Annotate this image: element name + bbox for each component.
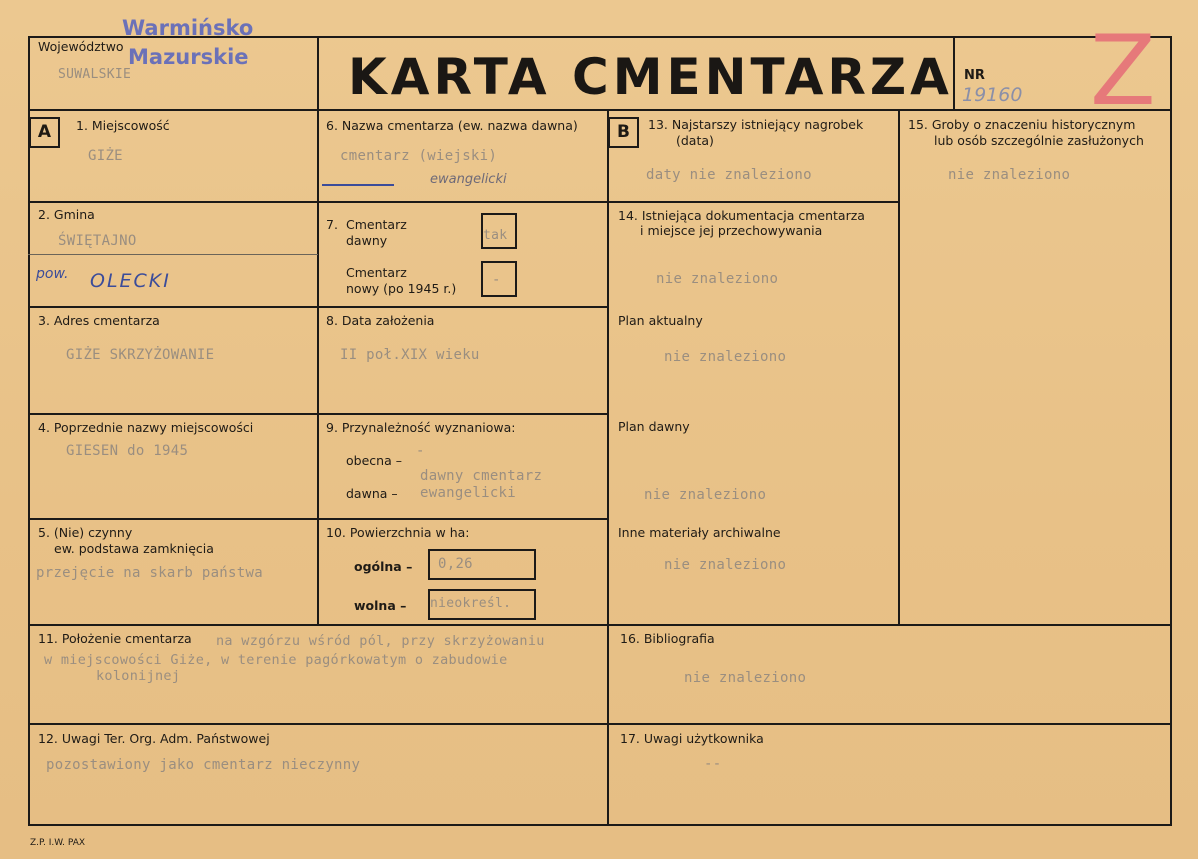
plan-old-label: Plan dawny: [618, 419, 690, 434]
row-line-c1-3: [28, 413, 318, 415]
field-15-label-line1: 15. Groby o znaczeniu historycznym: [908, 117, 1136, 132]
field-5-label-line2: ew. podstawa zamknięcia: [54, 541, 214, 556]
field-2-label: 2. Gmina: [38, 207, 95, 222]
field-16-label: 16. Bibliografia: [620, 631, 715, 646]
field-15-label-line2: lub osób szczególnie zasłużonych: [934, 133, 1144, 148]
row-line-lower-2: [28, 723, 1172, 725]
field-10-total-label: ogólna –: [354, 559, 413, 574]
field-11-value-3: kolonijnej: [96, 668, 181, 684]
row-line-c2-1: [317, 201, 608, 203]
field-14-value: nie znaleziono: [656, 271, 779, 287]
field-9-current-value: -: [416, 443, 425, 459]
plan-current-label: Plan aktualny: [618, 313, 703, 328]
field-6-value: cmentarz (wiejski): [340, 148, 498, 164]
field-7-old-line1: Cmentarz: [346, 217, 407, 232]
field-7-new-value: -: [492, 272, 501, 288]
field-2-powiat-value: OLECKI: [90, 270, 171, 292]
field-14-label-line1: 14. Istniejąca dokumentacja cmentarza: [618, 208, 865, 223]
voivodeship-value: SUWALSKIE: [58, 67, 132, 82]
field-4-value: GIESEN do 1945: [66, 443, 189, 459]
field-5-label-line1: 5. (Nie) czynny: [38, 525, 133, 540]
printer-mark: Z.P. I.W. PAX: [30, 838, 86, 848]
field-7-new-line1: Cmentarz: [346, 265, 407, 280]
row-line-c1-4: [28, 518, 318, 520]
row-line-c2-4: [317, 518, 608, 520]
field-10-free-label: wolna –: [354, 598, 407, 613]
row-line-c1-1: [28, 201, 318, 203]
field-9-label: 9. Przynależność wyznaniowa:: [326, 420, 516, 435]
field-11-value-2: w miejscowości Giże, w terenie pagórkowatym o zabudowie: [44, 652, 508, 668]
field-7-old-value: tak: [483, 228, 508, 243]
field-1-value: GIŻE: [88, 148, 123, 164]
field-1-label: 1. Miejscowość: [76, 118, 170, 133]
field-17-value: --: [704, 756, 722, 772]
field-3-label: 3. Adres cmentarza: [38, 313, 160, 328]
nr-value: 19160: [962, 84, 1023, 106]
field-16-value: nie znaleziono: [684, 670, 807, 686]
field-10-total-value: 0,26: [438, 556, 473, 572]
row-line-c2-2: [317, 306, 608, 308]
field-13-label-line2: (data): [676, 133, 714, 148]
field-6-handwritten: ewangelicki: [430, 172, 507, 187]
field-14-label-line2: i miejsce jej przechowywania: [640, 223, 823, 238]
field-12-label: 12. Uwagi Ter. Org. Adm. Państwowej: [38, 731, 270, 746]
row-line-c1-2: [28, 306, 318, 308]
field-9-former-value-2: ewangelicki: [420, 485, 517, 501]
card-title: KARTA CMENTARZA: [348, 48, 953, 106]
col-divider-1: [317, 109, 319, 625]
field-10-label: 10. Powierzchnia w ha:: [326, 525, 470, 540]
nr-label: NR: [964, 68, 985, 83]
frame-right: [1170, 36, 1172, 826]
field-13-label-line1: 13. Najstarszy istniejący nagrobek: [648, 117, 864, 132]
field-4-label: 4. Poprzednie nazwy miejscowości: [38, 420, 254, 435]
field-10-free-value: nieokreśl.: [430, 596, 512, 611]
field-6-label: 6. Nazwa cmentarza (ew. nazwa dawna): [326, 118, 578, 133]
row-line-c3-1: [607, 201, 899, 203]
field-17-label: 17. Uwagi użytkownika: [620, 731, 764, 746]
field-9-current-label: obecna –: [346, 453, 402, 468]
field-2-value: ŚWIĘTAJNO: [58, 233, 137, 249]
frame-bottom: [28, 824, 1172, 826]
field-8-value: II poł.XIX wieku: [340, 347, 480, 363]
field-13-value: daty nie znaleziono: [646, 167, 812, 183]
header-bottom-line: [28, 109, 1172, 111]
region-stamp-line1: Warmińsko: [122, 16, 254, 40]
field-7-label: 7.: [326, 217, 338, 232]
voivodeship-label: Województwo: [38, 39, 124, 54]
field-7-new-line2: nowy (po 1945 r.): [346, 281, 457, 296]
field-12-value: pozostawiony jako cmentarz nieczynny: [46, 757, 361, 773]
field-7-old-line2: dawny: [346, 233, 388, 248]
header-divider-right: [953, 36, 955, 110]
row-line-lower-1: [28, 624, 1172, 626]
header-divider-left: [317, 36, 319, 110]
field-15-value: nie znaleziono: [948, 167, 1071, 183]
field-3-value: GIŻE SKRZYŻOWANIE: [66, 347, 215, 363]
col-divider-2: [607, 109, 609, 825]
other-materials-label: Inne materiały archiwalne: [618, 525, 781, 540]
field-9-former-label: dawna –: [346, 486, 398, 501]
row-line-c2-3: [317, 413, 608, 415]
field-2-powiat-prefix: pow.: [36, 266, 69, 282]
field-11-label: 11. Położenie cmentarza: [38, 631, 192, 646]
field-11-value-1: na wzgórzu wśród pól, przy skrzyżowaniu: [216, 633, 545, 649]
field-9-former-value-1: dawny cmentarz: [420, 468, 543, 484]
plan-old-value: nie znaleziono: [644, 487, 767, 503]
field-8-label: 8. Data założenia: [326, 313, 435, 328]
gmina-underline: [28, 254, 318, 255]
col-divider-3: [898, 109, 900, 625]
category-letter-z: Z: [1090, 15, 1156, 127]
field-5-value: przejęcie na skarb państwa: [36, 565, 263, 581]
section-b-letter: B: [608, 117, 639, 148]
section-a-letter: A: [29, 117, 60, 148]
other-materials-value: nie znaleziono: [664, 557, 787, 573]
frame-left: [28, 36, 30, 826]
region-stamp-line2: Mazurskie: [128, 45, 249, 69]
field-6-strike: [322, 184, 394, 186]
plan-current-value: nie znaleziono: [664, 349, 787, 365]
